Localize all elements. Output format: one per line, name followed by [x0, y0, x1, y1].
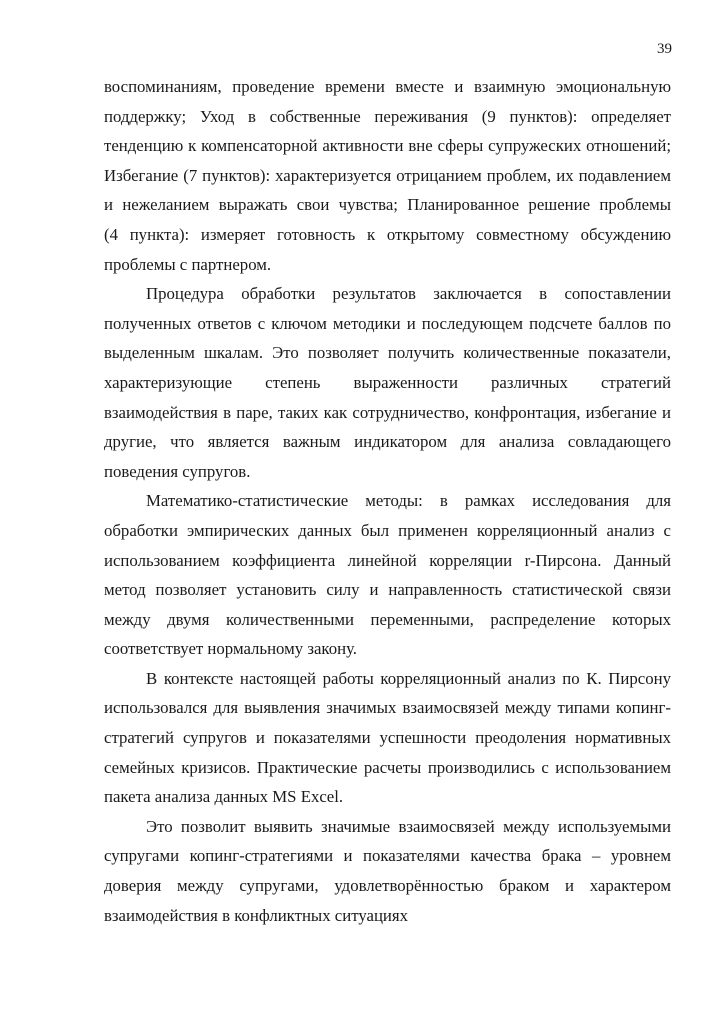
text-line: В контексте настоящей работы корреляционный анализ по К. Пирсону	[146, 668, 671, 688]
text-line: полученных ответов с ключом методики и последующем подсчете баллов по	[104, 313, 671, 333]
text-line: доверия между супругами, удовлетворённостью браком и характером	[104, 876, 671, 896]
text-line: семейных кризисов. Практические расчеты производились с использованием	[104, 757, 671, 777]
body-text	[104, 72, 671, 930]
paragraph-5	[104, 812, 671, 930]
text-line: Процедура обработки результатов заключается в сопоставлении	[146, 284, 671, 304]
text-line: Математико-статистические методы: в рамках исследования для	[146, 491, 671, 511]
text-line: взаимодействия в конфликтных ситуациях	[104, 905, 409, 925]
text-line: супругами копинг-стратегиями и показателями качества брака – уровнем	[104, 846, 671, 866]
text-line: метод позволяет установить силу и направленность статистической связи	[104, 580, 671, 600]
page-number: 39	[657, 41, 672, 57]
text-line: пакета анализа данных MS Excel.	[104, 787, 344, 807]
text-line: стратегий супругов и показателями успешности преодоления нормативных	[104, 728, 671, 748]
text-line: Избегание (7 пунктов): характеризуется отрицанием проблем, их подавлением	[104, 165, 671, 185]
paragraph-1	[104, 72, 671, 279]
text-line: тенденцию к компенсаторной активности вне сферы супружеских отношений;	[104, 136, 671, 156]
text-line: проблемы с партнером.	[104, 254, 272, 274]
text-line: обработки эмпирических данных был применен корреляционный анализ с	[104, 520, 671, 540]
text-line: другие, что является важным индикатором для анализа совладающего	[104, 432, 671, 452]
text-line: соответствует нормальному закону.	[104, 639, 357, 659]
text-line: характеризующие степень выраженности различных стратегий	[104, 372, 671, 392]
text-line: поведения супругов.	[104, 461, 251, 481]
text-line: взаимодействия в паре, таких как сотрудничество, конфронтация, избегание и	[104, 402, 671, 422]
text-line: воспоминаниям, проведение времени вместе и взаимную эмоциональную	[104, 77, 671, 96]
text-line: и нежеланием выражать свои чувства; Планированное решение проблемы	[104, 195, 671, 215]
paragraph-3	[104, 486, 671, 664]
text-line: Это позволит выявить значимые взаимосвязей между используемыми	[146, 816, 671, 836]
text-line: использовался для выявления значимых взаимосвязей между типами копинг-	[104, 698, 671, 718]
paragraph-4	[104, 664, 671, 812]
text-line: между двумя количественными переменными, распределение которых	[104, 609, 671, 629]
text-line: выделенным шкалам. Это позволяет получить количественные показатели,	[104, 343, 671, 363]
text-line: (4 пункта): измеряет готовность к открытому совместному обсуждению	[104, 224, 671, 244]
paragraph-2	[104, 279, 671, 486]
text-line: использованием коэффициента линейной корреляции r-Пирсона. Данный	[104, 550, 671, 570]
text-line: поддержку; Уход в собственные переживания (9 пунктов): определяет	[104, 106, 671, 126]
